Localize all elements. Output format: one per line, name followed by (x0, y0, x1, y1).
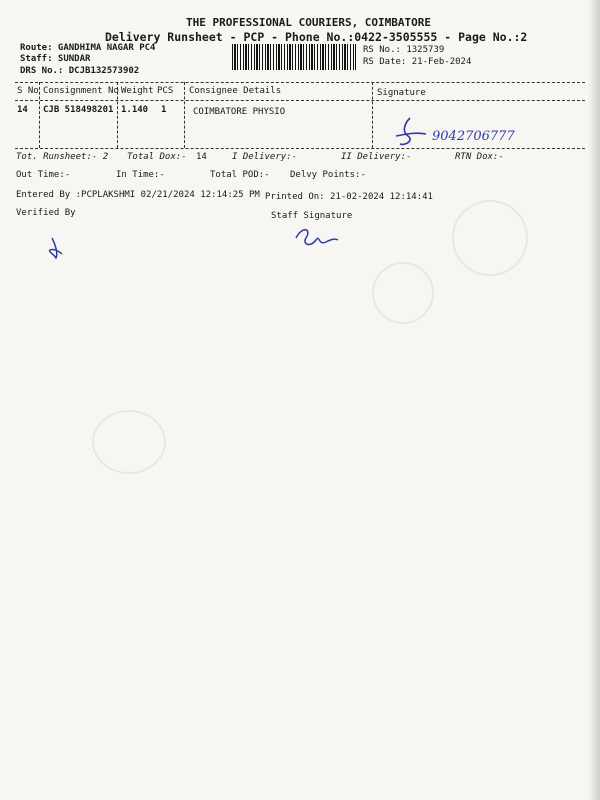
i-delivery: I Delivery:- (232, 152, 298, 162)
verified-by-signature-mark (44, 236, 74, 266)
table-column-divider (372, 82, 373, 148)
table-bottom-rule (15, 148, 585, 149)
row-consignee: COIMBATORE PHYSIO (193, 107, 286, 117)
printed-on: Printed On: 21-02-2024 12:14:41 (265, 192, 433, 202)
ii-delivery: II Delivery:- (341, 152, 412, 162)
column-header-consignment: Consignment No (43, 86, 119, 96)
barcode (232, 44, 356, 70)
rs-date: RS Date: 21-Feb-2024 (363, 57, 472, 67)
column-header-pcs: PCS (157, 86, 174, 96)
handwritten-phone-number: 9042706777 (432, 129, 515, 144)
staff-label: Staff: SUNDAR (20, 54, 91, 64)
verified-by-label: Verified By (16, 208, 76, 218)
total-pod: Total POD:- (210, 170, 270, 180)
rtn-dox: RTN Dox:- (455, 152, 504, 162)
staff-signature-mark (292, 224, 342, 254)
entered-by: Entered By :PCPLAKSHMI 02/21/2024 12:14:25 PM (16, 190, 260, 200)
in-time: In Time:- (116, 170, 165, 180)
row-sno: 14 (17, 105, 28, 115)
table-top-rule (15, 82, 585, 83)
consignee-signature-mark (392, 114, 432, 154)
runsheet-title: Delivery Runsheet - PCP - Phone No.:0422-3505555 - Page No.:2 (105, 30, 528, 44)
staff-signature-label: Staff Signature (271, 211, 353, 221)
total-dox-value: 14 (196, 152, 207, 162)
rs-number: RS No.: 1325739 (363, 45, 445, 55)
table-column-divider (39, 82, 40, 148)
out-time: Out Time:- (16, 170, 71, 180)
delvy-points: Delvy Points:- (290, 170, 366, 180)
table-header-rule (15, 100, 585, 101)
column-header-weight: Weight (121, 86, 154, 96)
paper-edge-shadow (588, 0, 600, 800)
show-through-stamp (92, 410, 166, 474)
show-through-stamp (452, 200, 528, 276)
drs-number: DRS No.: DCJB132573902 (20, 66, 140, 76)
total-dox-label: Total Dox:- (127, 152, 187, 162)
column-header-sno: S No (17, 86, 39, 96)
row-weight: 1.140 (121, 105, 149, 115)
column-header-signature: Signature (377, 88, 426, 98)
column-header-consignee: Consignee Details (189, 86, 282, 96)
show-through-stamp (372, 262, 434, 324)
route-label: Route: GANDHIMA NAGAR PC4 (20, 43, 156, 53)
row-pcs: 1 (161, 105, 167, 115)
company-title: THE PROFESSIONAL COURIERS, COIMBATORE (186, 16, 432, 29)
row-consignment: CJB 518498201 (43, 105, 114, 115)
tot-runsheet: Tot. Runsheet:- 2 (16, 152, 109, 162)
table-column-divider (184, 82, 185, 148)
